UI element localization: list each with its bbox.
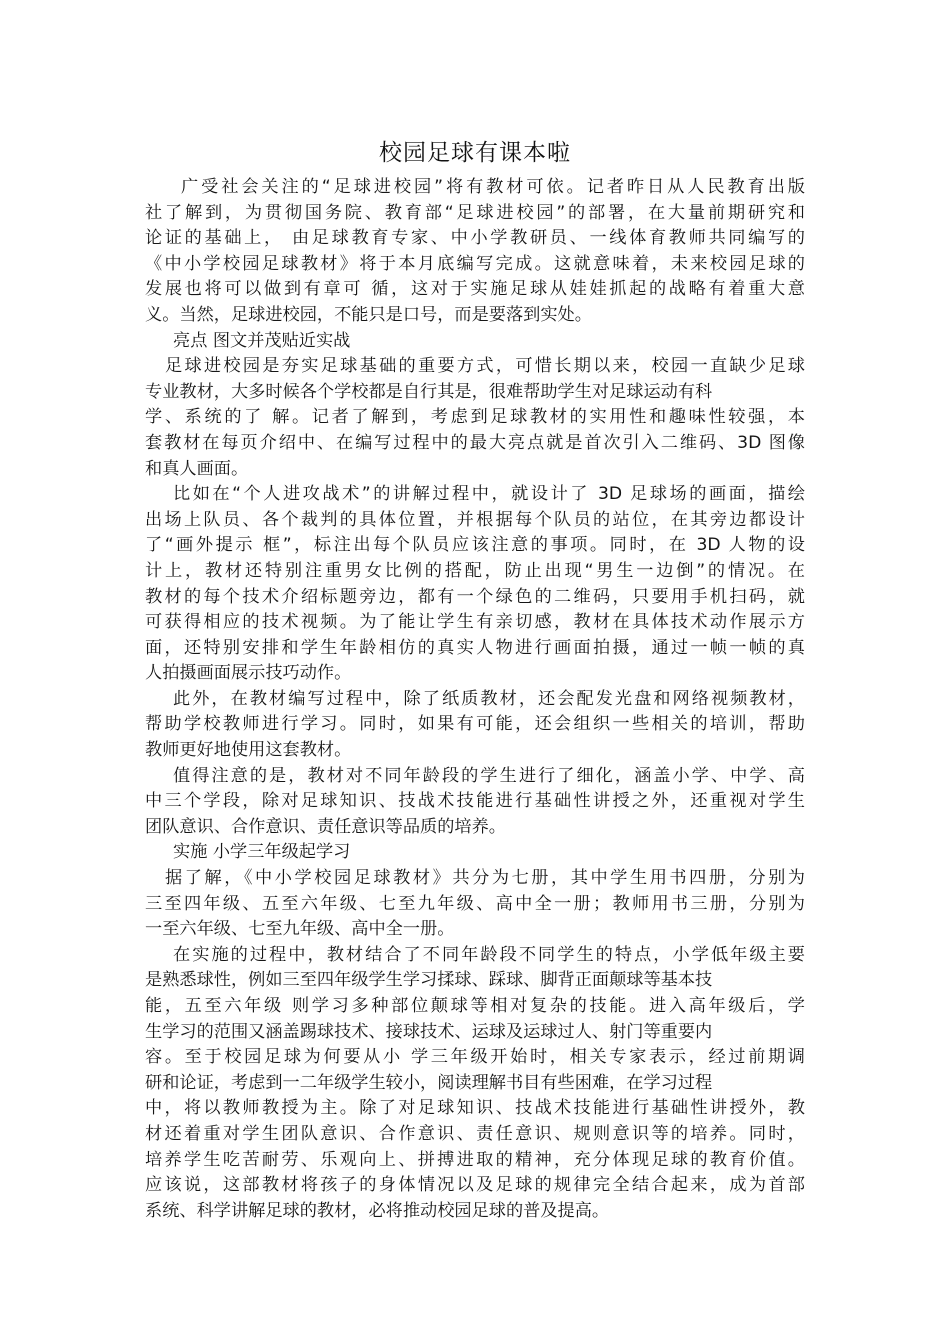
text-line: 发展也将可以做到有章可 循，这对于实施足球从娃娃抓起的战略有着重大意 xyxy=(145,279,805,300)
text-line: 义。当然，足球进校园，不能只是口号，而是要落到实处。 xyxy=(145,304,592,325)
text-line: 培养学生吃苦耐劳、乐观向上、拼搏进取的精神，充分体现足球的教育价值。 xyxy=(145,1149,805,1170)
article-body xyxy=(145,175,805,1224)
text-line: 团队意识、合作意识、责任意识等品质的培养。 xyxy=(145,816,506,837)
text-line: 和真人画面。 xyxy=(145,458,249,479)
text-line: 社了解到，为贯彻国务院、教育部“足球进校园”的部署，在大量前期研究和 xyxy=(145,202,805,223)
text-line: 可获得相应的技术视频。为了能让学生有亲切感，教材在具体技术动作展示方 xyxy=(145,612,805,633)
text-line: 值得注意的是，教材对不同年龄段的学生进行了细化，涵盖小学、中学、高 xyxy=(173,765,805,786)
text-line: 研和论证，考虑到一二年级学生较小，阅读理解书目有些困难，在学习过程 xyxy=(145,1072,713,1093)
text-line: 帮助学校教师进行学习。同时，如果有可能，还会组织一些相关的培训，帮助 xyxy=(145,714,805,735)
text-line: 在实施的过程中，教材结合了不同年龄段不同学生的特点，小学低年级主要 xyxy=(173,944,805,965)
text-line: 面，还特别安排和学生年龄相仿的真实人物进行画面拍摄，通过一帧一帧的真 xyxy=(145,637,805,658)
text-line: 广受社会关注的“足球进校园”将有教材可依。记者昨日从人民教育出版 xyxy=(181,177,805,197)
text-line: 学、系统的了 解。记者了解到，考虑到足球教材的实用性和趣味性较强，本 xyxy=(145,407,805,428)
text-line: 计上，教材还特别注重男女比例的搭配，防止出现“男生一边倒”的情况。在 xyxy=(145,560,805,581)
text-line: 应该说，这部教材将孩子的身体情况以及足球的规律完全结合起来，成为首部 xyxy=(145,1175,805,1196)
text-line: 材还着重对学生团队意识、合作意识、责任意识、规则意识等的培养。同时， xyxy=(145,1123,805,1144)
text-line: 套教材在每页介绍中、在编写过程中的最大亮点就是首次引入二维码、3D 图像 xyxy=(145,432,805,453)
text-line: 论证的基础上， 由足球教育专家、中小学教研员、一线体育教师共同编写的 xyxy=(145,228,805,249)
text-line: 此外，在教材编写过程中，除了纸质教材，还会配发光盘和网络视频教材， xyxy=(173,688,805,709)
text-line: 人拍摄画面展示技巧动作。 xyxy=(145,663,352,684)
text-line: 亮点 图文并茂贴近实战 xyxy=(173,330,351,351)
text-line: 系统、科学讲解足球的教材，必将推动校园足球的普及提高。 xyxy=(145,1200,610,1221)
text-line: 据了解，《中小学校园足球教材》共分为七册，其中学生用书四册，分别为 xyxy=(165,868,805,889)
text-line: 是熟悉球性，例如三至四年级学生学习揉球、踩球、脚背正面颠球等基本技 xyxy=(145,970,713,991)
text-line: 生学习的范围又涵盖踢球技术、接球技术、运球及运球过人、射门等重要内 xyxy=(145,1021,713,1042)
text-line: 中，将以教师教授为主。除了对足球知识、技战术技能进行基础性讲授外，教 xyxy=(145,1098,805,1119)
text-line: 出场上队员、各个裁判的具体位置，并根据每个队员的站位，在其旁边都设计 xyxy=(145,509,805,530)
text-line: 一至六年级、七至九年级、高中全一册。 xyxy=(145,919,455,940)
text-line: 足球进校园是夯实足球基础的重要方式，可惜长期以来，校园一直缺少足球 xyxy=(165,356,805,377)
text-line: 中三个学段，除对足球知识、技战术技能进行基础性讲授之外，还重视对学生 xyxy=(145,791,805,812)
text-line: 教材的每个技术介绍标题旁边，都有一个绿色的二维码，只要用手机扫码，就 xyxy=(145,586,805,607)
text-line: 专业教材，大多时候各个学校都是自行其是，很难帮助学生对足球运动有科 xyxy=(145,381,713,402)
page-title: 校园足球有课本啦 xyxy=(379,140,571,166)
text-line: 了“画外提示 框”，标注出每个队员应该注意的事项。同时，在 3D 人物的设 xyxy=(145,535,805,556)
text-line: 三至四年级、五至六年级、七至九年级、高中全一册；教师用书三册，分别为 xyxy=(145,893,805,914)
text-line: 教师更好地使用这套教材。 xyxy=(145,740,352,761)
text-line: 实施 小学三年级起学习 xyxy=(173,842,351,863)
text-line: 能，五至六年级 则学习多种部位颠球等相对复杂的技能。进入高年级后，学 xyxy=(145,996,805,1016)
text-line: 《中小学校园足球教材》将于本月底编写完成。这就意味着，未来校园足球的 xyxy=(145,253,805,274)
text-line: 容。至于校园足球为何要从小 学三年级开始时，相关专家表示，经过前期调 xyxy=(145,1047,805,1068)
text-line: 比如在“个人进攻战术”的讲解过程中，就设计了 3D 足球场的画面，描绘 xyxy=(173,484,805,505)
